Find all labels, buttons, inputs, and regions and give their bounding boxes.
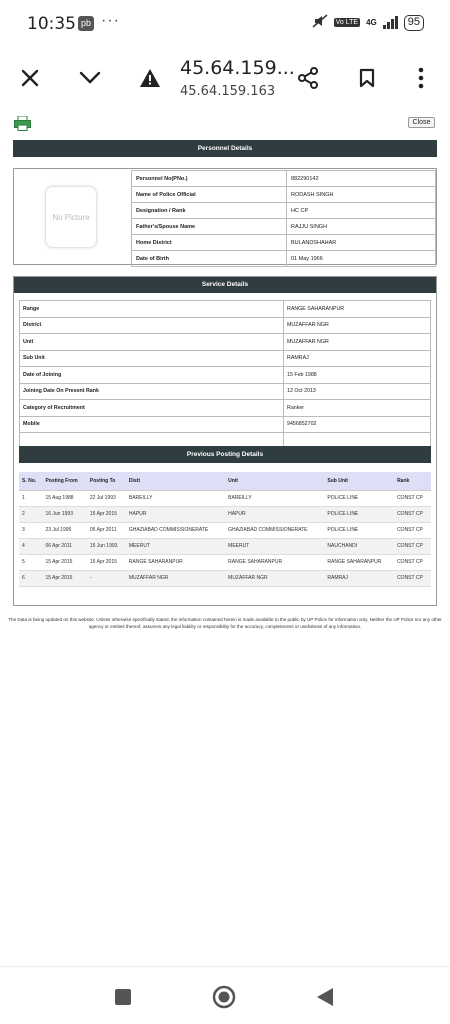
service-value: 15 Feb 1988 <box>284 367 431 384</box>
status-bar <box>0 0 450 48</box>
posting-cell: CONST CP <box>394 490 431 506</box>
service-label: Joining Date On Present Rank <box>20 383 284 400</box>
personnel-details-box <box>13 168 437 265</box>
service-label: Range <box>20 301 284 318</box>
back-icon[interactable] <box>313 985 337 1009</box>
posting-column-header: Sub Unit <box>324 472 394 490</box>
posting-column-header: Unit <box>225 472 324 490</box>
posting-cell: MEERUT <box>225 538 324 554</box>
app-badge-icon: pb <box>78 16 94 31</box>
posting-cell: 4 <box>19 538 42 554</box>
close-tab-icon[interactable] <box>16 64 44 92</box>
personnel-value: RAJJU SINGH <box>287 219 436 235</box>
personnel-label: Father's/Spouse Name <box>132 219 287 235</box>
service-row <box>20 334 431 351</box>
status-time: 10:35 <box>27 14 76 34</box>
system-nav-bar <box>0 966 450 1024</box>
posting-cell: POLICE LINE <box>324 490 394 506</box>
posting-cell: 15 Jun 1993 <box>87 538 126 554</box>
posting-cell: GHAZIABAD COMMISSIONERATE <box>225 522 324 538</box>
personnel-label: Home District <box>132 235 287 251</box>
posting-column-header: S. No. <box>19 472 42 490</box>
posting-cell: BAREILLY <box>126 490 225 506</box>
posting-cell: RANGE SAHARANPUR <box>324 554 394 570</box>
posting-cell: CONST CP <box>394 538 431 554</box>
personnel-label: Name of Police Official <box>132 187 287 203</box>
close-button[interactable]: Close <box>408 117 435 128</box>
disclaimer-text: The Data is being updated on this website. Unless otherwise specifically stated, the information contained herein is made available to the public by UP Police for information only. Neither the UP Police nor any other agency or entities thereof, assumes any legal liability or responsibility for the accuracy, completeness or usefulness of any information. <box>8 617 442 629</box>
personnel-label: Date of Birth <box>132 251 287 267</box>
posting-cell: 05 Apr 2011 <box>87 522 126 538</box>
service-row <box>20 350 431 367</box>
posting-cell: CONST CP <box>394 570 431 586</box>
posting-cell: CONST CP <box>394 522 431 538</box>
print-icon[interactable] <box>14 116 31 131</box>
service-value: 12 Oct 2013 <box>284 383 431 400</box>
personnel-label: Designation / Rank <box>132 203 287 219</box>
service-label: Category of Recruitment <box>20 400 284 417</box>
service-row <box>20 317 431 334</box>
personnel-row <box>132 251 436 267</box>
personnel-value: 882290142 <box>287 171 436 187</box>
posting-cell: 1 <box>19 490 42 506</box>
posting-cell: 23 Jul 1995 <box>42 522 86 538</box>
posting-cell: RANGE SAHARANPUR <box>225 554 324 570</box>
service-label: District <box>20 317 284 334</box>
home-icon[interactable] <box>212 985 236 1009</box>
personnel-row <box>132 219 436 235</box>
posting-cell: HAPUR <box>225 506 324 522</box>
personnel-label: Personnel No(PNo.) <box>132 171 287 187</box>
service-value: 9456852702 <box>284 416 431 433</box>
posting-cell: 06 Apr 2011 <box>42 538 86 554</box>
personnel-row <box>132 171 436 187</box>
posting-cell: HAPUR <box>126 506 225 522</box>
network-type: 4G <box>366 18 377 27</box>
service-value: MUZAFFAR NGR <box>284 334 431 351</box>
service-row <box>20 383 431 400</box>
posting-cell: 3 <box>19 522 42 538</box>
personnel-value: HC CP <box>287 203 436 219</box>
chevron-down-icon[interactable] <box>76 64 104 92</box>
personnel-table <box>131 170 436 267</box>
url-title[interactable]: 45.64.159... <box>180 57 295 79</box>
overflow-menu-icon[interactable] <box>407 64 435 92</box>
posting-row <box>19 490 431 506</box>
posting-cell: 15 Apr 2015 <box>87 554 126 570</box>
posting-cell: BAREILLY <box>225 490 324 506</box>
posting-cell: - <box>87 570 126 586</box>
posting-row <box>19 570 431 586</box>
battery-icon: 95 <box>404 15 424 31</box>
posting-column-header: Distt <box>126 472 225 490</box>
posting-column-header: Rank <box>394 472 431 490</box>
posting-row <box>19 554 431 570</box>
posting-table <box>19 472 431 587</box>
personnel-row <box>132 235 436 251</box>
signal-icon <box>383 16 398 29</box>
posting-cell: 15 Apr 2015 <box>42 554 86 570</box>
url-host[interactable]: 45.64.159.163 <box>180 84 276 99</box>
posting-cell: CONST CP <box>394 506 431 522</box>
status-icons <box>312 14 424 31</box>
previous-posting-header: Previous Posting Details <box>19 446 431 463</box>
volte-icon: Vo LTE <box>335 19 359 26</box>
posting-cell: MEERUT <box>126 538 225 554</box>
no-picture-placeholder: No Picture <box>45 186 97 248</box>
posting-cell: 22 Jul 1993 <box>87 490 126 506</box>
posting-column-header: Posting From <box>42 472 86 490</box>
personnel-value: RODASH SINGH <box>287 187 436 203</box>
posting-cell: NAUCHANDI <box>324 538 394 554</box>
recents-icon[interactable] <box>111 985 135 1009</box>
posting-cell: 15 Apr 2015 <box>42 570 86 586</box>
posting-cell: RANGE SAHARANPUR <box>126 554 225 570</box>
service-label: Mobile <box>20 416 284 433</box>
posting-cell: POLICE LINE <box>324 522 394 538</box>
posting-cell: MUZAFFAR NGR <box>126 570 225 586</box>
service-label: Sub Unit <box>20 350 284 367</box>
personnel-value: BULANDSHAHAR <box>287 235 436 251</box>
posting-column-header: Posting To <box>87 472 126 490</box>
posting-cell: RAMRAJ <box>324 570 394 586</box>
posting-cell: CONST CP <box>394 554 431 570</box>
posting-row <box>19 506 431 522</box>
personnel-row <box>132 187 436 203</box>
personnel-value: 01 May 1966 <box>287 251 436 267</box>
service-row <box>20 400 431 417</box>
service-value: Ranker <box>284 400 431 417</box>
personnel-details-header: Personnel Details <box>13 140 437 157</box>
browser-toolbar <box>0 50 450 106</box>
posting-cell: 15 Aug 1988 <box>42 490 86 506</box>
service-table <box>19 300 431 450</box>
warning-icon[interactable] <box>136 64 164 92</box>
service-row <box>20 416 431 433</box>
service-row <box>20 301 431 318</box>
posting-cell: POLICE LINE <box>324 506 394 522</box>
service-label: Date of Joining <box>20 367 284 384</box>
posting-cell: 5 <box>19 554 42 570</box>
posting-row <box>19 522 431 538</box>
posting-cell: 2 <box>19 506 42 522</box>
share-icon[interactable] <box>294 64 322 92</box>
service-value: RAMRAJ <box>284 350 431 367</box>
posting-cell: MUZAFFAR NGR <box>225 570 324 586</box>
posting-cell: 15 Apr 2015 <box>87 506 126 522</box>
service-details-box <box>13 276 437 606</box>
service-value: RANGE SAHARANPUR <box>284 301 431 318</box>
posting-cell: GHAZIABAD COMMISSIONERATE <box>126 522 225 538</box>
posting-row <box>19 538 431 554</box>
mute-icon <box>312 14 328 31</box>
service-label: Unit <box>20 334 284 351</box>
service-row <box>20 367 431 384</box>
service-value: MUZAFFAR NGR <box>284 317 431 334</box>
service-details-header: Service Details <box>13 276 437 293</box>
personnel-row <box>132 203 436 219</box>
more-notifications-icon: ··· <box>101 12 120 29</box>
posting-cell: 6 <box>19 570 42 586</box>
posting-cell: 16 Jun 1993 <box>42 506 86 522</box>
bookmark-icon[interactable] <box>353 64 381 92</box>
